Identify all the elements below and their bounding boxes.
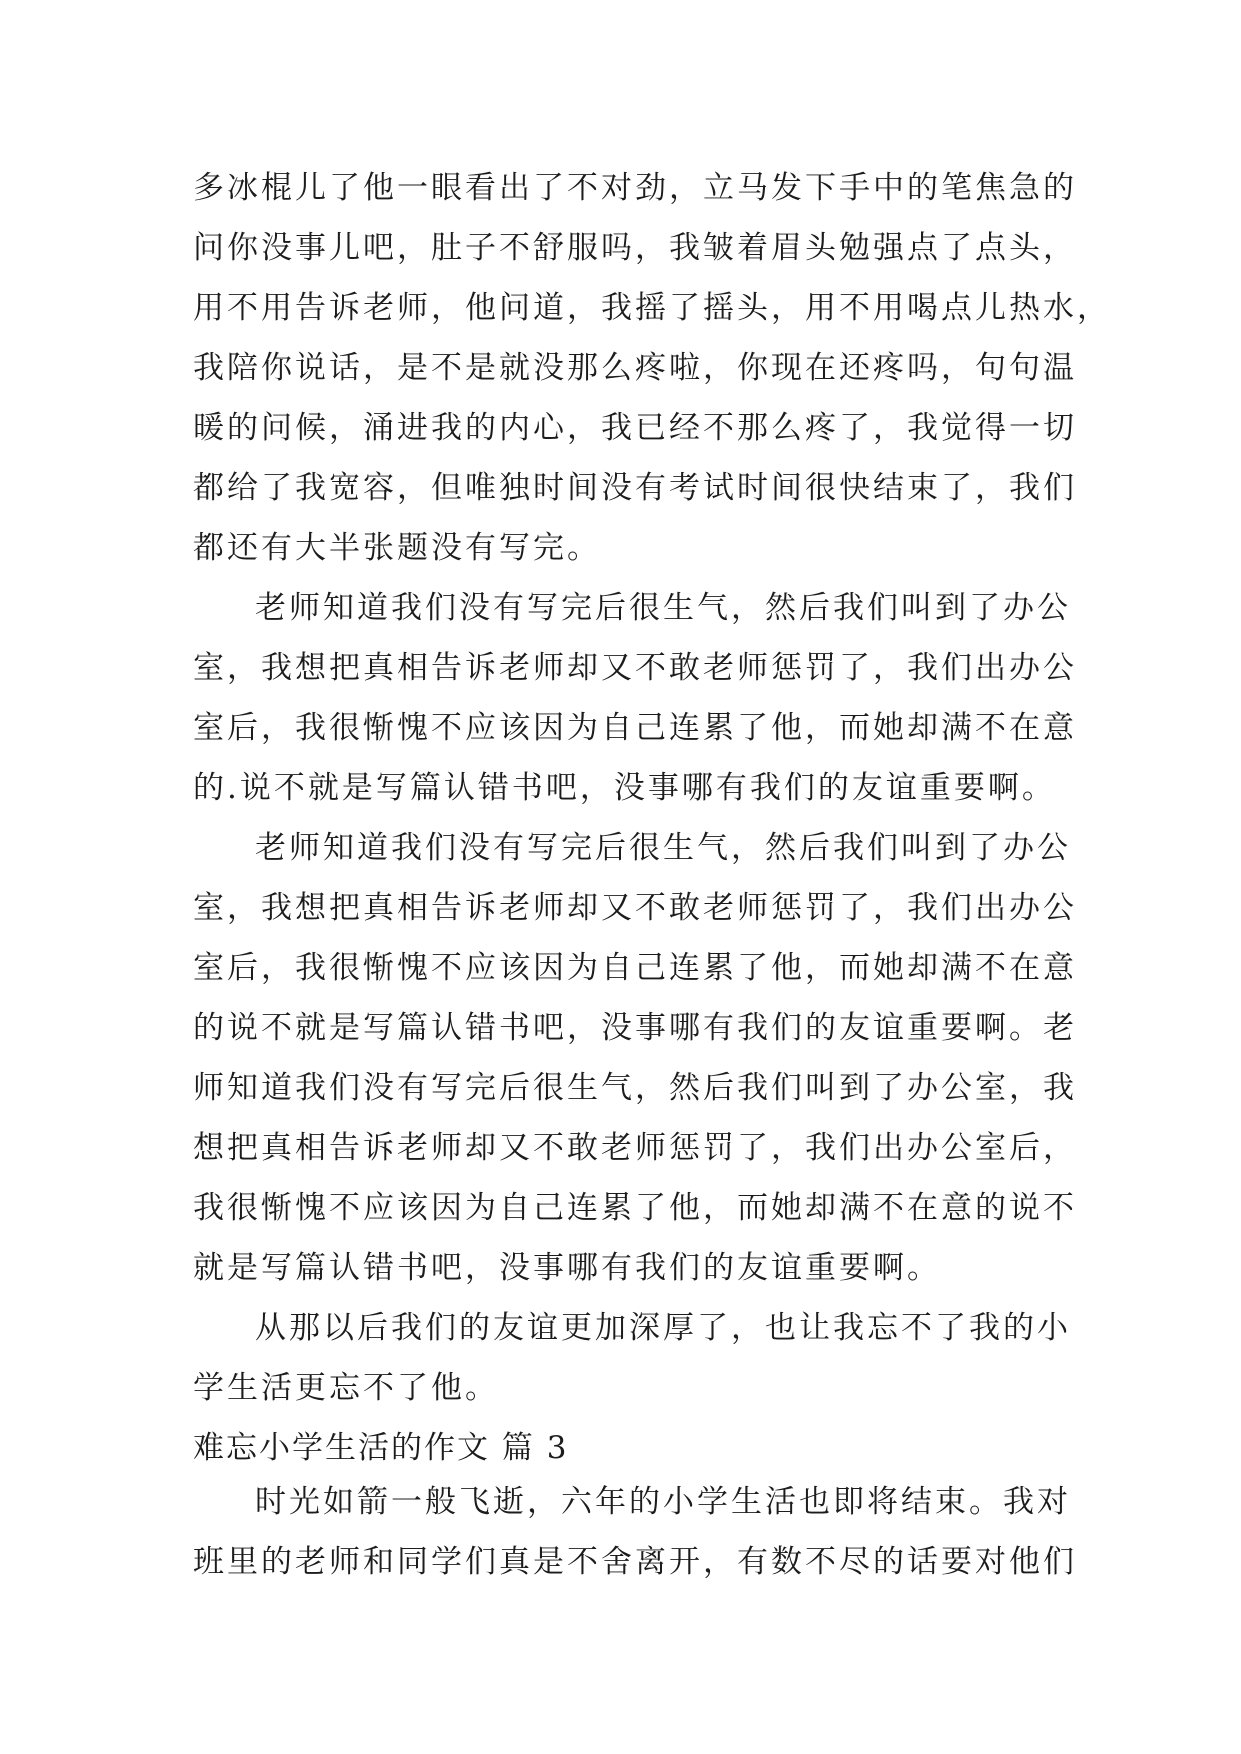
document-body [193,158,1111,1592]
text-line: 我很惭愧不应该因为自己连累了他，而她却满不在意的说不 [193,1190,1077,1226]
text-line: 老师知道我们没有写完后很生气，然后我们叫到了办公 [255,590,1071,626]
text-line: 班里的老师和同学们真是不舍离开，有数不尽的话要对他们 [193,1544,1077,1580]
text-line: 都给了我宽容，但唯独时间没有考试时间很快结束了，我们 [193,470,1077,506]
text-line: 想把真相告诉老师却又不敢老师惩罚了，我们出办公室后， [193,1130,1077,1166]
text-line: 时光如箭一般飞逝，六年的小学生活也即将结束。我对 [255,1484,1071,1520]
text-line: 问你没事儿吧，肚子不舒服吗，我皱着眉头勉强点了点头， [193,230,1077,266]
text-line: 室，我想把真相告诉老师却又不敢老师惩罚了，我们出办公 [193,650,1077,686]
paragraph-2 [193,578,1077,818]
text-line: 多冰棍儿了他一眼看出了不对劲，立马发下手中的笔焦急的 [193,170,1077,206]
text-line: 师知道我们没有写完后很生气，然后我们叫到了办公室，我 [193,1070,1077,1106]
text-line: 就是写篇认错书吧，没事哪有我们的友谊重要啊。 [193,1250,941,1286]
text-line: 的.说不就是写篇认错书吧，没事哪有我们的友谊重要啊。 [193,770,1056,806]
text-line: 用不用告诉老师，他问道，我摇了摇头，用不用喝点儿热水， [193,290,1111,326]
text-line: 室，我想把真相告诉老师却又不敢老师惩罚了，我们出办公 [193,890,1077,926]
text-line: 的说不就是写篇认错书吧，没事哪有我们的友谊重要啊。老 [193,1010,1077,1046]
text-line: 室后，我很惭愧不应该因为自己连累了他，而她却满不在意 [193,710,1077,746]
text-line: 都还有大半张题没有写完。 [193,530,601,566]
paragraph-1 [193,158,1111,578]
text-line: 老师知道我们没有写完后很生气，然后我们叫到了办公 [255,830,1071,866]
text-line: 暖的问候，涌进我的内心，我已经不那么疼了，我觉得一切 [193,410,1077,446]
paragraph-5 [193,1472,1077,1592]
paragraph-4 [193,1298,1073,1418]
text-line: 从那以后我们的友谊更加深厚了，也让我忘不了我的小 [255,1310,1071,1346]
text-line: 学生活更忘不了他。 [193,1370,499,1406]
paragraph-3 [193,818,1077,1298]
text-line: 室后，我很惭愧不应该因为自己连累了他，而她却满不在意 [193,950,1077,986]
section-heading: 难忘小学生活的作文 篇 3 [193,1430,569,1466]
text-line: 我陪你说话，是不是就没那么疼啦，你现在还疼吗，句句温 [193,350,1077,386]
